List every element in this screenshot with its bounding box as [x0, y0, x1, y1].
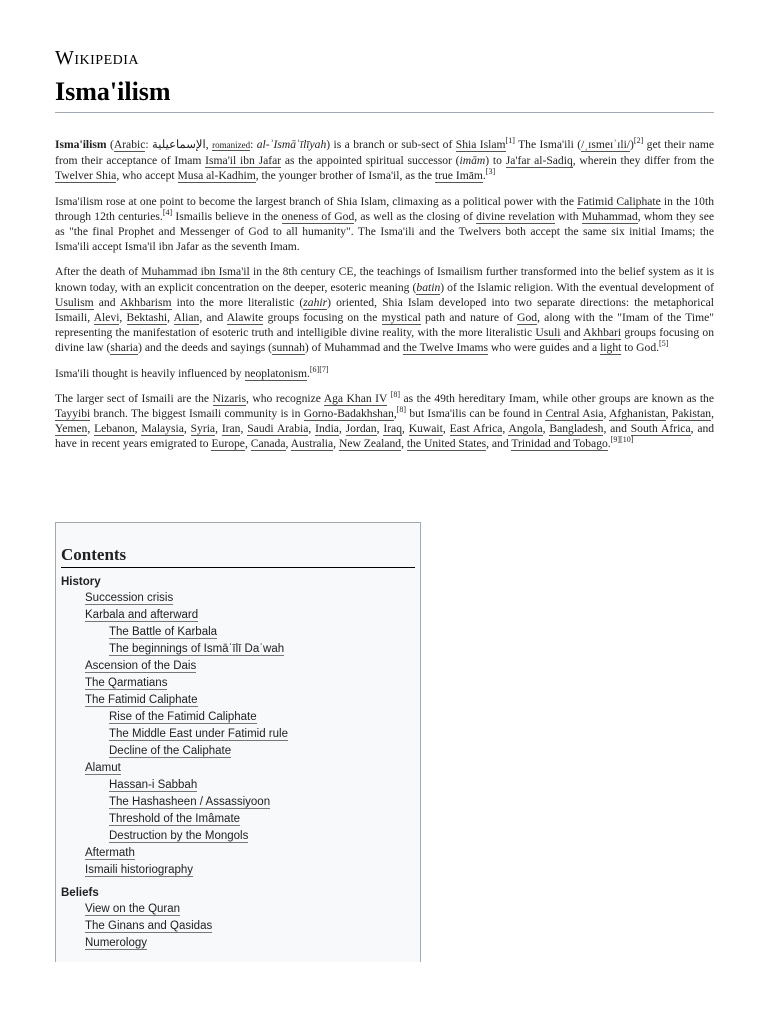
- toc-item-label: Alamut: [85, 762, 121, 774]
- link-ipa[interactable]: /ˌɪsmeɪˈɪli/: [581, 138, 631, 151]
- link-batin[interactable]: batin: [416, 280, 441, 294]
- toc-item-label: Threshold of the Imâmate: [109, 813, 241, 825]
- link-gorno-badakhshan[interactable]: Gorno-Badakhshan: [303, 407, 394, 421]
- ref-9-10[interactable]: [9][10]: [610, 435, 634, 445]
- toc-item[interactable]: [61, 641, 415, 658]
- link-nizaris[interactable]: Nizaris: [212, 391, 246, 405]
- toc-item-label: Ismaili historiography: [85, 864, 194, 876]
- link-romanized[interactable]: romanized: [212, 140, 251, 150]
- link-pakistan[interactable]: Pakistan: [671, 407, 712, 421]
- toc-item-label: Destruction by the Mongols: [109, 830, 249, 842]
- toc-item-label: Succession crisis: [85, 592, 174, 604]
- toc-item-label: View on the Quran: [85, 903, 181, 915]
- ref-3[interactable]: [3]: [485, 167, 496, 177]
- link-kuwait[interactable]: Kuwait: [408, 422, 443, 436]
- link-new-zealand[interactable]: New Zealand: [338, 437, 402, 451]
- toc-item[interactable]: [61, 743, 415, 760]
- link-divine-revelation[interactable]: divine revelation: [476, 209, 555, 223]
- romanized-text: al-ʾIsmāʿīlīyah: [256, 138, 327, 151]
- link-afghanistan[interactable]: Afghanistan: [608, 407, 666, 421]
- link-usuli[interactable]: Usuli: [535, 326, 561, 340]
- link-jordan[interactable]: Jordan: [345, 422, 377, 436]
- link-light[interactable]: light: [600, 341, 622, 355]
- toc-item-label: Numerology: [85, 937, 147, 949]
- link-the-united-states[interactable]: the United States: [406, 437, 487, 451]
- toc-item-label: The Battle of Karbala: [109, 626, 218, 638]
- toc-item-label: The Hashasheen / Assassiyoon: [109, 796, 271, 808]
- toc-item[interactable]: [61, 574, 415, 590]
- link-bangladesh[interactable]: Bangladesh: [549, 422, 604, 436]
- toc-item-label: Rise of the Fatimid Caliphate: [109, 711, 257, 723]
- link-canada[interactable]: Canada: [250, 437, 286, 451]
- toc-item[interactable]: [61, 590, 415, 607]
- toc-item[interactable]: [61, 828, 415, 845]
- paragraph-intro: Isma'ilism (Arabic: الإسماعيلية, romanized: al-ʾIsmāʿīlīyah) is a branch or sub-sect of Shia Islam[1] The Isma'ili (/ˌɪsmeɪˈɪli/)[2] get their name from their acceptance of Imam Isma'il ibn Jafar as the appointed spiritual successor (imām) to Ja'far al-Sadiq, wherein they differ from the Twelver Shia, who accept Musa al-Kadhim, the younger brother of Isma'il, as the true Imām.[3]: [55, 136, 715, 183]
- toc-title: Contents: [61, 545, 415, 568]
- table-of-contents: [55, 522, 421, 962]
- toc-item[interactable]: [61, 845, 415, 862]
- toc-item-label: Decline of the Caliphate: [109, 745, 232, 757]
- link-south-africa[interactable]: South Africa: [630, 422, 691, 436]
- link-oneness-of-god[interactable]: oneness of God: [281, 209, 355, 223]
- ref-6-7[interactable]: [6][7]: [309, 364, 329, 374]
- toc-item-label: Karbala and afterward: [85, 609, 199, 621]
- paragraph-5: The larger sect of Ismaili are the Nizaris, who recognize Aga Khan IV [8] as the 49th hereditary Imam, while other groups are known as the Tayyibi branch. The biggest Ismaili community is in Gorno-Badakhshan,[8] but Isma'ilis can be found in Central Asia, Afghanistan, Pakistan, Yemen, Lebanon, Malaysia, Syria, Iran, Saudi Arabia, India, Jordan, Iraq, Kuwait, East Africa, Angola, Bangladesh, and South Africa, and have in recent years emigrated to Europe, Canada, Australia, New Zealand, the United States, and Trinidad and Tobago.[9][10]: [55, 389, 715, 451]
- toc-item[interactable]: [61, 624, 415, 641]
- link-neoplatonism[interactable]: neoplatonism: [244, 366, 307, 380]
- imam-term: imām: [459, 154, 486, 168]
- link-sunnah[interactable]: sunnah: [272, 341, 305, 355]
- toc-item[interactable]: [61, 935, 415, 952]
- link-alevi[interactable]: Alevi: [93, 311, 120, 325]
- paragraph-3: After the death of Muhammad ibn Isma'il in the 8th century CE, the teachings of Ismailism further transformed into the belief system as it is known today, with an explicit concentration on the deeper, esoteric meaning (batin) of the Islamic religion. With the eventual development of Usulism and Akhbarism into the more literalistic (zahir) oriented, Shia Islam developed into two separate directions: the metaphorical Ismaili, Alevi, Bektashi, Alian, and Alawite groups focusing on the mystical path and nature of God, along with the "Imam of the Time" representing the manifestation of esoteric truth and intelligible divine reality, with the more literalistic Usuli and Akhbari groups focusing on divine law (sharia) and the deeds and sayings (sunnah) of Muhammad and the Twelve Imams who were guides and a light to God.[5]: [55, 265, 715, 355]
- ref-2[interactable]: [2]: [633, 136, 644, 146]
- link-god[interactable]: God: [517, 311, 538, 325]
- toc-item[interactable]: [61, 675, 415, 692]
- ref-4[interactable]: [4]: [162, 207, 173, 217]
- toc-item[interactable]: [61, 901, 415, 918]
- arabic-text: الإسماعيلية: [152, 138, 206, 151]
- toc-item[interactable]: [61, 709, 415, 726]
- link-true-imam[interactable]: true Imām: [434, 169, 483, 183]
- wikipedia-wordmark[interactable]: Wikipedia: [55, 47, 140, 69]
- toc-item[interactable]: [61, 777, 415, 794]
- article-body: [55, 137, 714, 452]
- link-twelver-shia[interactable]: Twelver Shia: [55, 169, 117, 183]
- link-sharia[interactable]: sharia: [110, 341, 139, 355]
- emigration-links: Europe, Canada, Australia, New Zealand, the United States: [211, 437, 487, 451]
- link-east-africa[interactable]: East Africa: [449, 422, 503, 436]
- paragraph-4: Isma'ili thought is heavily influenced by neoplatonism.[6][7]: [55, 364, 329, 380]
- article: [55, 40, 714, 462]
- link-ismail-ibn-jafar[interactable]: Isma'il ibn Jafar: [205, 154, 282, 168]
- toc-list: [61, 574, 415, 952]
- toc-item[interactable]: [61, 760, 415, 777]
- ref-8b[interactable]: [8]: [396, 405, 407, 415]
- toc-item-label: The Qarmatians: [85, 677, 168, 689]
- toc-item-label: Ascension of the Dais: [85, 660, 197, 672]
- link-iran[interactable]: Iran: [221, 422, 241, 436]
- link-yemen[interactable]: Yemen: [55, 422, 88, 436]
- country-links: Central Asia, Afghanistan, Pakistan, Yemen, Lebanon, Malaysia, Syria, Iran, Saudi Arabia, India, Jordan, Iraq, Kuwait, East Africa, Angola, Bangladesh: [55, 407, 714, 436]
- page-title: Isma'ilism: [55, 76, 714, 113]
- toc-item-label: The Ginans and Qasidas: [85, 920, 213, 932]
- link-muhammad-ibn-ismail[interactable]: Muhammad ibn Isma'il: [141, 265, 250, 279]
- link-akhbari[interactable]: Akhbari: [583, 326, 622, 340]
- term-bold: Isma'ilism: [55, 138, 107, 151]
- link-saudi-arabia[interactable]: Saudi Arabia: [247, 422, 309, 436]
- toc-item-label: The beginnings of Ismāʿīlī Daʿwah: [109, 643, 285, 655]
- toc-item[interactable]: [61, 918, 415, 935]
- link-muhammad[interactable]: Muhammad: [581, 209, 638, 223]
- link-akhbarism[interactable]: Akhbarism: [119, 295, 172, 309]
- toc-item-label: History: [61, 576, 101, 588]
- link-lebanon[interactable]: Lebanon: [94, 422, 135, 436]
- toc-item-label: Aftermath: [85, 847, 135, 859]
- link-australia[interactable]: Australia: [290, 437, 334, 451]
- link-jafar-al-sadiq[interactable]: Ja'far al-Sadiq: [505, 154, 573, 168]
- toc-item[interactable]: [61, 885, 415, 901]
- link-mystical[interactable]: mystical: [381, 311, 421, 325]
- link-usulism[interactable]: Usulism: [55, 295, 94, 309]
- link-angola[interactable]: Angola: [508, 422, 543, 436]
- link-malaysia[interactable]: Malaysia: [141, 422, 184, 436]
- link-india[interactable]: India: [315, 422, 339, 436]
- toc-item-label: The Fatimid Caliphate: [85, 694, 198, 706]
- link-iraq[interactable]: Iraq: [383, 422, 402, 436]
- toc-item[interactable]: [61, 862, 415, 879]
- link-trinidad-and-tobago[interactable]: Trinidad and Tobago: [511, 437, 608, 451]
- link-zahir[interactable]: zahir: [303, 295, 328, 309]
- toc-item[interactable]: [61, 607, 415, 624]
- link-europe[interactable]: Europe: [211, 437, 245, 451]
- link-bektashi[interactable]: Bektashi: [126, 311, 168, 325]
- link-twelve-imams[interactable]: the Twelve Imams: [402, 341, 489, 355]
- ref-8[interactable]: [8]: [390, 389, 401, 399]
- toc-item-label: Beliefs: [61, 887, 99, 899]
- toc-item[interactable]: [61, 811, 415, 828]
- ref-5[interactable]: [5]: [659, 339, 669, 349]
- link-musa-al-kadhim[interactable]: Musa al-Kadhim: [177, 169, 256, 183]
- toc-item-label: Hassan-i Sabbah: [109, 779, 198, 791]
- link-fatimid-caliphate[interactable]: Fatimid Caliphate: [577, 194, 661, 208]
- toc-item[interactable]: [61, 794, 415, 811]
- toc-item[interactable]: [61, 692, 415, 709]
- toc-item[interactable]: [61, 658, 415, 675]
- link-alian[interactable]: Alian: [173, 311, 200, 325]
- link-aga-khan-iv[interactable]: Aga Khan IV: [323, 391, 388, 405]
- toc-item[interactable]: [61, 726, 415, 743]
- toc-item-label: The Middle East under Fatimid rule: [109, 728, 288, 740]
- link-tayyibi[interactable]: Tayyibi: [55, 407, 91, 421]
- ref-1[interactable]: [1]: [505, 136, 515, 146]
- link-central-asia[interactable]: Central Asia: [545, 407, 604, 421]
- paragraph-2: Isma'ilism rose at one point to become the largest branch of Shia Islam, climaxing as a political power with the Fatimid Caliphate in the 10th through 12th centuries.[4] Ismailis believe in the oneness of God, as well as the closing of divine revelation with Muhammad, whom they see as "the final Prophet and Messenger of God to all humanity". The Isma'ili and the Twelvers both accept the same six initial Imams; the Isma'ili accept Isma'il ibn Jafar as the seventh Imam.: [55, 194, 714, 254]
- link-arabic[interactable]: Arabic: [113, 138, 146, 151]
- link-alawite[interactable]: Alawite: [226, 311, 264, 325]
- link-shia-islam[interactable]: Shia Islam: [455, 138, 506, 151]
- link-syria[interactable]: Syria: [190, 422, 216, 436]
